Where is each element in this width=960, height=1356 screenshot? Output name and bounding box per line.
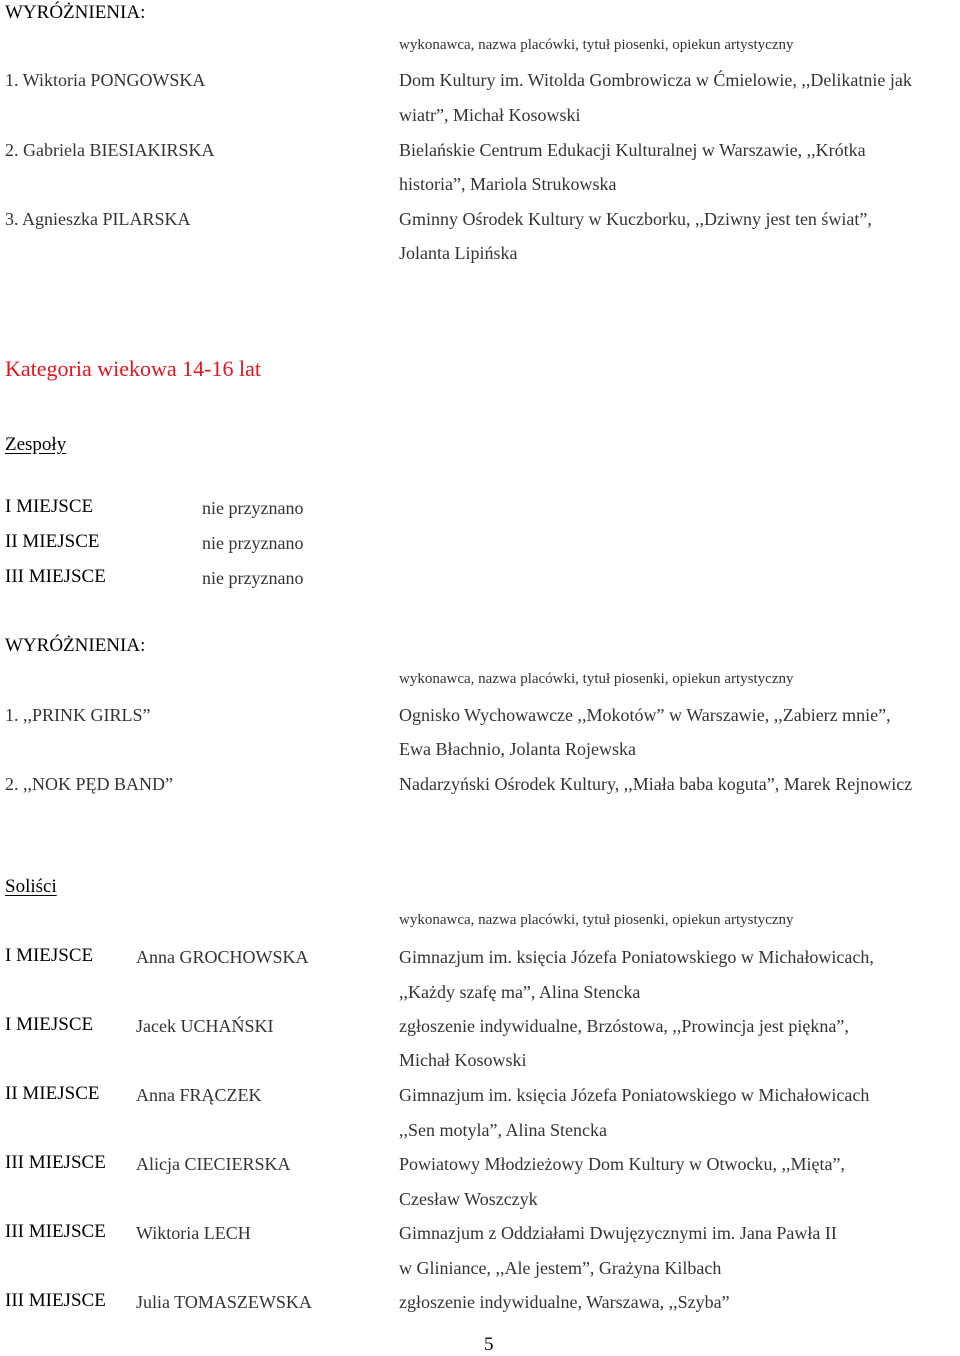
honorable-mention-details-cont: wiatr”, Michał Kosowski — [399, 105, 581, 125]
place-label: III MIEJSCE — [5, 1152, 106, 1173]
column-header: wykonawca, nazwa placówki, tytuł piosenki, opiekun artystyczny — [399, 671, 794, 687]
honorable-mention-details-cont: Jolanta Lipińska — [399, 243, 518, 263]
soloist-details-cont: w Gliniance, ,,Ale jestem”, Grażyna Kilbach — [399, 1258, 722, 1278]
wyroznienia-heading: WYRÓŻNIENIA: — [5, 2, 146, 23]
place-label: I MIEJSCE — [5, 1014, 94, 1035]
place-value: nie przyznano — [202, 568, 304, 588]
place-value: nie przyznano — [202, 498, 304, 518]
soloist-name: Alicja CIECIERSKA — [136, 1154, 291, 1174]
section-heading-solisci: Soliści — [5, 876, 57, 897]
section-heading-zespoly: Zespoły — [5, 434, 67, 455]
place-label: III MIEJSCE — [5, 1221, 106, 1242]
soloist-details: Gimnazjum z Oddziałami Dwujęzycznymi im. Jana Pawła II — [399, 1223, 837, 1243]
soloist-name: Wiktoria LECH — [136, 1223, 251, 1243]
soloist-name: Anna FRĄCZEK — [136, 1085, 262, 1105]
wyroznienia-heading: WYRÓŻNIENIA: — [5, 635, 146, 656]
honorable-mention-details: Bielańskie Centrum Edukacji Kulturalnej w Warszawie, ,,Krótka — [399, 140, 866, 160]
soloist-details-cont: ,,Sen motyla”, Alina Stencka — [399, 1120, 607, 1140]
honorable-mention-name: 2. ,,NOK PĘD BAND” — [5, 774, 173, 794]
honorable-mention-details: Gminny Ośrodek Kultury w Kuczborku, ,,Dziwny jest ten świat”, — [399, 209, 872, 229]
soloist-details: Gimnazjum im. księcia Józefa Poniatowskiego w Michałowicach, — [399, 947, 874, 967]
soloist-name: Julia TOMASZEWSKA — [136, 1292, 312, 1312]
honorable-mention-details: Nadarzyński Ośrodek Kultury, ,,Miała baba koguta”, Marek Rejnowicz — [399, 774, 913, 794]
page-number: 5 — [484, 1334, 494, 1355]
honorable-mention-details: Ognisko Wychowawcze ,,Mokotów” w Warszawie, ,,Zabierz mnie”, — [399, 705, 891, 725]
soloist-name: Anna GROCHOWSKA — [136, 947, 309, 967]
soloist-details: Gimnazjum im. księcia Józefa Poniatowskiego w Michałowicach — [399, 1085, 870, 1105]
place-label: II MIEJSCE — [5, 531, 100, 552]
honorable-mention-details-cont: Ewa Błachnio, Jolanta Rojewska — [399, 739, 636, 759]
place-label: I MIEJSCE — [5, 945, 94, 966]
soloist-details-cont: Michał Kosowski — [399, 1050, 527, 1070]
soloist-details: Powiatowy Młodzieżowy Dom Kultury w Otwocku, ,,Mięta”, — [399, 1154, 845, 1174]
soloist-name: Jacek UCHAŃSKI — [136, 1016, 274, 1036]
honorable-mention-name: 1. ,,PRINK GIRLS” — [5, 705, 151, 725]
place-label: III MIEJSCE — [5, 1290, 106, 1311]
place-value: nie przyznano — [202, 533, 304, 553]
place-label: I MIEJSCE — [5, 496, 94, 517]
place-label: III MIEJSCE — [5, 566, 106, 587]
place-label: II MIEJSCE — [5, 1083, 100, 1104]
soloist-details-cont: ,,Każdy szafę ma”, Alina Stencka — [399, 982, 641, 1002]
honorable-mention-name: 3. Agnieszka PILARSKA — [5, 209, 191, 229]
honorable-mention-details-cont: historia”, Mariola Strukowska — [399, 174, 617, 194]
soloist-details: zgłoszenie indywidualne, Warszawa, ,,Szyba” — [399, 1292, 730, 1312]
category-heading: Kategoria wiekowa 14-16 lat — [5, 356, 261, 381]
honorable-mention-name: 1. Wiktoria PONGOWSKA — [5, 70, 206, 90]
column-header: wykonawca, nazwa placówki, tytuł piosenki, opiekun artystyczny — [399, 37, 794, 53]
honorable-mention-details: Dom Kultury im. Witolda Gombrowicza w Ćmielowie, ,,Delikatnie jak — [399, 70, 912, 90]
soloist-details-cont: Czesław Woszczyk — [399, 1189, 538, 1209]
soloist-details: zgłoszenie indywidualne, Brzóstowa, ,,Prowincja jest piękna”, — [399, 1016, 849, 1036]
column-header: wykonawca, nazwa placówki, tytuł piosenki, opiekun artystyczny — [399, 912, 794, 928]
honorable-mention-name: 2. Gabriela BIESIAKIRSKA — [5, 140, 215, 160]
